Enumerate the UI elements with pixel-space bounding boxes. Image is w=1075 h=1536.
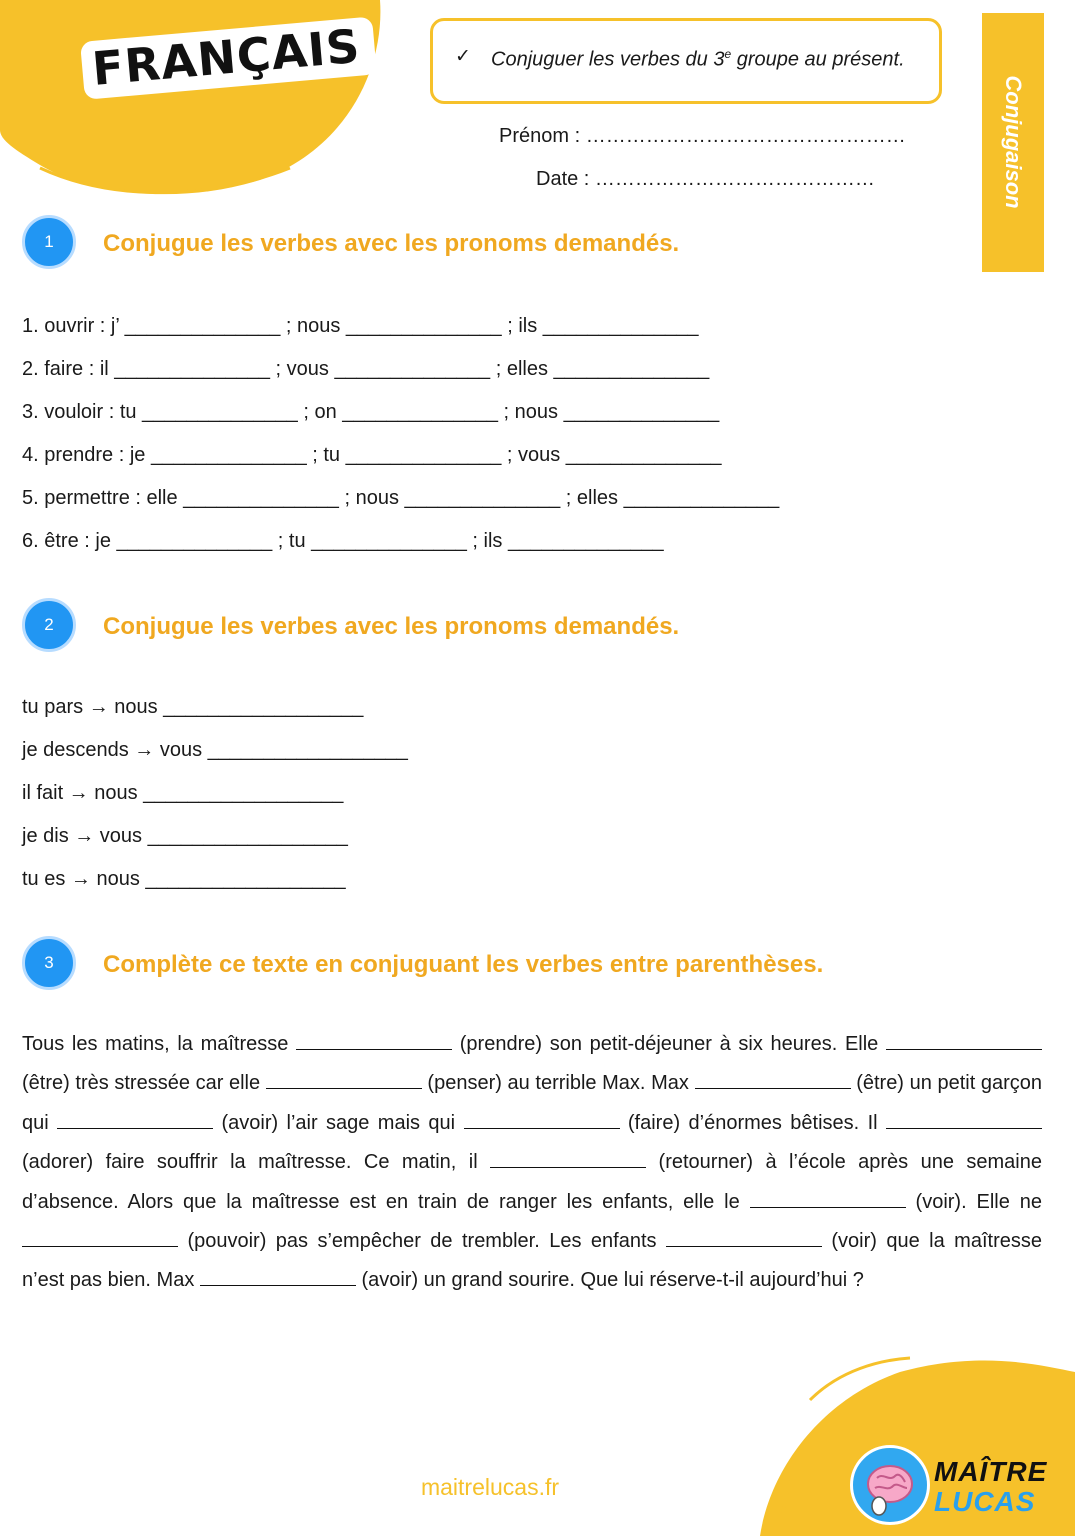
exercise-line[interactable]: 4. prendre : je ______________ ; tu ______________ ; vous ______________ (22, 444, 722, 466)
exercise-line[interactable]: 1. ouvrir : j’ ______________ ; nous ______________ ; ils ______________ (22, 315, 699, 337)
exercise-title: Conjugue les verbes avec les pronoms demandés. (103, 613, 680, 640)
exercise-line[interactable]: 6. être : je ______________ ; tu ______________ ; ils ______________ (22, 530, 664, 552)
exercise-line[interactable]: tu es → nous __________________ (22, 868, 346, 890)
answer-blank[interactable] (750, 1191, 906, 1208)
side-tab-label: Conjugaison (1001, 75, 1026, 209)
prenom-field[interactable]: Prénom : ………………………………………… (499, 125, 906, 147)
exercise-line[interactable]: je dis → vous __________________ (22, 825, 348, 847)
exercise-line[interactable]: tu pars → nous __________________ (22, 696, 364, 718)
logo-text: LUCAS (934, 1486, 1036, 1517)
fill-in-paragraph: Tous les matins, la maîtresse (prendre) son petit-déjeuner à six heures. Elle (être) très stressée car elle (penser) au terrible Max. Max (être) un petit garçon qui (avoir) l’air sage mais qui (faire) d’énormes bêtises. Il (adorer) faire souffrir la maîtresse. Ce matin, il (retourner) à l’école après une semaine d’absence. Alors que la maîtresse est en train de ranger les enfants, elle le (voir). Elle ne (pouvoir) pas s’empêcher de trembler. Les enfants (voir) que la maîtresse n’est pas bien. Max (avoir) un grand sourire. Que lui réserve-t-il aujourd’hui ? (22, 1033, 1043, 1292)
date-field[interactable]: Date : …………………………………… (536, 168, 875, 190)
answer-blank[interactable] (266, 1072, 422, 1089)
exercise-number-badge: 2 (22, 598, 76, 652)
objective-box (430, 18, 942, 104)
exercise-number-badge: 1 (22, 215, 76, 269)
subject-title: FRANÇAIS (80, 17, 376, 100)
objective-text: Conjuguer les verbes du 3e groupe au présent. (491, 47, 905, 71)
answer-blank[interactable] (464, 1112, 620, 1129)
brain-icon (853, 1448, 927, 1522)
exercise-line[interactable]: il fait → nous __________________ (22, 782, 344, 804)
brain-logo-icon (850, 1445, 930, 1525)
exercise-line[interactable]: 2. faire : il ______________ ; vous ______________ ; elles ______________ (22, 358, 710, 380)
exercise-title: Complète ce texte en conjuguant les verbes entre parenthèses. (103, 951, 824, 978)
exercise-line[interactable]: 5. permettre : elle ______________ ; nous ______________ ; elles ______________ (22, 487, 780, 509)
exercise-line[interactable]: je descends → vous __________________ (22, 739, 408, 761)
answer-blank[interactable] (490, 1151, 646, 1168)
exercise-line[interactable]: 3. vouloir : tu ______________ ; on ______________ ; nous ______________ (22, 401, 720, 423)
answer-blank[interactable] (22, 1230, 178, 1247)
answer-blank[interactable] (886, 1112, 1042, 1129)
exercise-title: Conjugue les verbes avec les pronoms demandés. (103, 230, 680, 257)
side-tab (982, 13, 1044, 272)
answer-blank[interactable] (666, 1230, 822, 1247)
logo-text: MAÎTRE (934, 1456, 1048, 1487)
answer-blank[interactable] (200, 1269, 356, 1286)
check-icon: ✓ (455, 45, 471, 67)
answer-blank[interactable] (57, 1112, 213, 1129)
exercise-number-badge: 3 (22, 936, 76, 990)
answer-blank[interactable] (695, 1072, 851, 1089)
answer-blank[interactable] (886, 1033, 1042, 1050)
footer-site-link[interactable]: maitrelucas.fr (420, 1474, 560, 1500)
answer-blank[interactable] (296, 1033, 452, 1050)
